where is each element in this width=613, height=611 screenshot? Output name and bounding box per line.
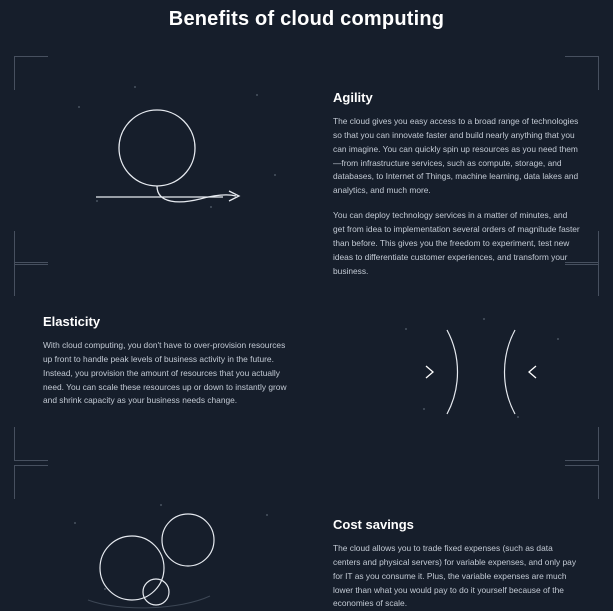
cost-savings-paragraph-1: The cloud allows you to trade fixed expenses (such as data centers and physical servers) for variable expenses, and only pay for IT as you consume it. Plus, the variable expenses are much lower than what you would pay to do it yourself because of the economies of scale. xyxy=(333,543,577,609)
elasticity-heading: Elasticity xyxy=(43,314,101,329)
agility-heading: Agility xyxy=(333,90,373,105)
section-agility xyxy=(0,48,613,276)
corner-bracket-top-right xyxy=(565,465,599,499)
corner-bracket-top-left xyxy=(14,56,48,90)
agility-text xyxy=(333,90,581,278)
section-cost-savings xyxy=(0,455,613,609)
corner-bracket-top-left xyxy=(14,465,48,499)
elasticity-illustration xyxy=(395,312,580,432)
corner-bracket-top-right xyxy=(565,56,599,90)
elasticity-text xyxy=(43,314,291,408)
agility-paragraph-2: You can deploy technology services in a matter of minutes, and get from idea to implementation several orders of magnitude faster than before. This gives you the freedom to experiment, test new ideas to differentiate customer experiences, and transform your business. xyxy=(333,210,580,276)
corner-bracket-top-right xyxy=(565,262,599,296)
cost-savings-text xyxy=(333,517,581,611)
bubbles-icon xyxy=(60,500,290,610)
cost-savings-illustration xyxy=(60,500,290,610)
page-title: Benefits of cloud computing xyxy=(168,8,445,30)
expand-arrows-icon xyxy=(395,312,580,432)
cost-savings-heading: Cost savings xyxy=(333,517,414,532)
agility-paragraph-1: The cloud gives you easy access to a broad range of technologies so that you can innovate faster and build nearly anything that you can imagine. You can quickly spin up resources as you need them—from infrastructure services, such as compute, storage, and databases, to Internet of Things, machine learning, data lakes and analytics, and much more. xyxy=(333,116,579,196)
corner-bracket-top-left xyxy=(14,262,48,296)
elasticity-paragraph-1: With cloud computing, you don't have to over-provision resources up front to handle peak levels of business activity in the future. Instead, you provision the amount of resources that you actually need. You can scale these resources up or down to instantly grow and shrink capacity as your business needs change. xyxy=(43,340,287,406)
agility-illustration xyxy=(60,78,290,243)
circle-with-arrow-icon xyxy=(60,78,290,243)
corner-bracket-bottom-left xyxy=(14,231,48,265)
section-elasticity xyxy=(0,262,613,467)
